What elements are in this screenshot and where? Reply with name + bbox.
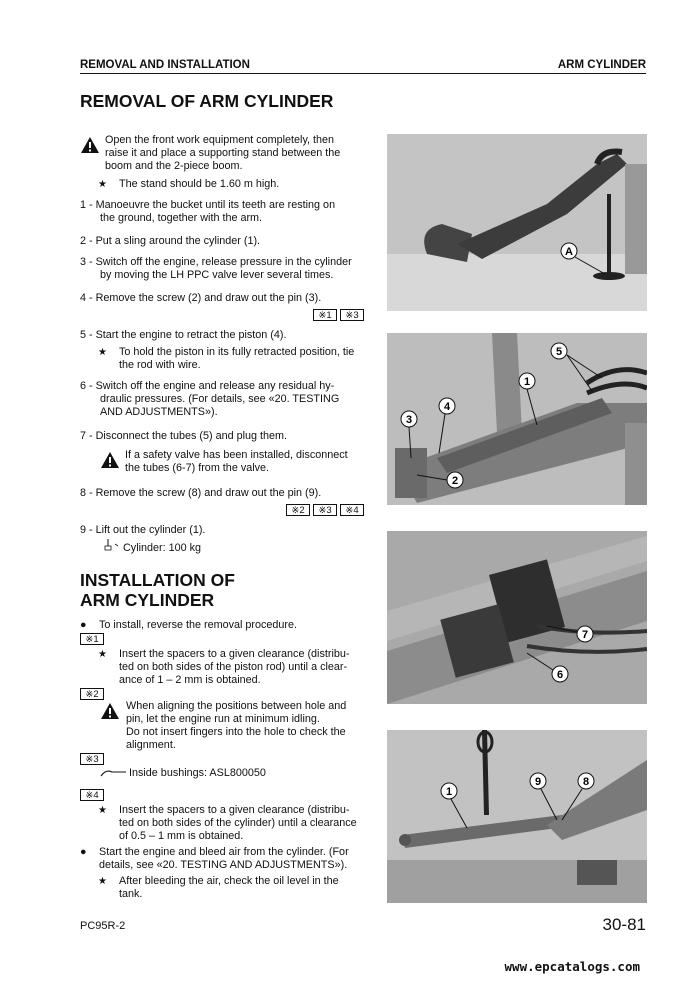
header-chapter-title: ARM CYLINDER [557, 59, 646, 71]
footer-model: PC95R-2 [80, 920, 126, 932]
step-9: 9 - Lift out the cylinder (1). [80, 524, 206, 536]
ref-box: ※1 [313, 309, 337, 321]
step-3: 3 - Switch off the engine, release pressure in the cylinder by moving the LH PPC valve lever several times. [80, 256, 352, 281]
ref-box: ※3 [313, 504, 337, 516]
warning-icon [80, 136, 100, 154]
ref-box-4: ※4 [80, 789, 104, 801]
callout-label: 4 [443, 401, 451, 413]
warning-icon [100, 702, 120, 720]
footer-page-number: 30-81 [602, 915, 646, 934]
installation-title: INSTALLATION OF ARM CYLINDER [80, 570, 235, 610]
install-bullet-2: Start the engine and bleed air from the cylinder. (For details, see «20. TESTING AND ADJUSTMENTS»). [99, 846, 349, 871]
star-icon: ★ [98, 649, 107, 660]
ref-box-2: ※2 [80, 688, 104, 700]
ref-1-note: Insert the spacers to a given clearance (distribu- ted on both sides of the piston rod) until a clear- ance of 1 – 2 mm is obtained. [119, 648, 350, 686]
watermark-link[interactable]: www.epcatalogs.com [504, 959, 640, 974]
ref-box: ※3 [340, 309, 364, 321]
ref-3-note: Inside bushings: ASL800050 [129, 767, 266, 779]
header-section-title: REMOVAL AND INSTALLATION [80, 59, 250, 71]
step-8: 8 - Remove the screw (8) and draw out the pin (9). [80, 487, 322, 499]
ref-box-3: ※3 [80, 753, 104, 765]
callout-label: 8 [582, 776, 590, 788]
stand-height-note: The stand should be 1.60 m high. [119, 178, 280, 190]
ref-box: ※2 [286, 504, 310, 516]
photo-safety-valve [387, 531, 647, 704]
bullet-icon: ● [80, 846, 87, 858]
callout-label: 2 [451, 475, 459, 487]
install-bullet-1: To install, reverse the removal procedure. [99, 619, 298, 631]
grease-icon [100, 768, 128, 777]
star-icon: ★ [98, 876, 107, 887]
ref-4-note: Insert the spacers to a given clearance (distribu- ted on both sides of the cylinder) until a clearance of 0.5 – 1 mm is obtained. [119, 804, 357, 842]
callout-label: A [565, 246, 573, 258]
callout-label: 9 [534, 776, 542, 788]
step-8-refs [286, 504, 364, 516]
ref-box: ※4 [340, 504, 364, 516]
weight-icon [104, 538, 120, 552]
star-icon: ★ [98, 179, 107, 190]
ref-box-1: ※1 [80, 633, 104, 645]
step-5-note: To hold the piston in its fully retracted position, tie the rod with wire. [119, 346, 355, 371]
callout-label: 5 [555, 346, 563, 358]
ref-2-warning: When aligning the positions between hole and pin, let the engine run at minimum idling. Do not insert fingers into the hole to check the alignment. [126, 700, 347, 751]
callout-label: 1 [523, 376, 531, 388]
warning-text: Open the front work equipment completely, then raise it and place a supporting stand between the boom and the 2-piece boom. [105, 134, 341, 172]
callout-label: 7 [581, 629, 589, 641]
photo-supporting-stand [387, 134, 647, 311]
step-7-warning: If a safety valve has been installed, disconnect the tubes (6-7) from the valve. [125, 449, 348, 474]
removal-title: REMOVAL OF ARM CYLINDER [80, 91, 334, 111]
step-2: 2 - Put a sling around the cylinder (1). [80, 235, 261, 247]
callout-label: 6 [556, 669, 564, 681]
step-7: 7 - Disconnect the tubes (5) and plug them. [80, 430, 288, 442]
step-4-refs [313, 309, 364, 321]
step-5: 5 - Start the engine to retract the piston (4). [80, 329, 287, 341]
header-rule [80, 73, 646, 74]
photo-arm-cylinder-sling [387, 333, 647, 505]
bullet-icon: ● [80, 619, 87, 631]
star-icon: ★ [98, 805, 107, 816]
step-4: 4 - Remove the screw (2) and draw out the pin (3). [80, 292, 322, 304]
warning-icon [100, 451, 120, 469]
cylinder-weight: Cylinder: 100 kg [123, 542, 202, 554]
bleed-air-note: After bleeding the air, check the oil level in the tank. [119, 875, 339, 900]
star-icon: ★ [98, 347, 107, 358]
step-6: 6 - Switch off the engine and release any residual hy- draulic pressures. (For details, see «20. TESTING AND ADJUSTMENTS»). [80, 380, 340, 418]
callout-label: 3 [405, 414, 413, 426]
photo-cylinder-lift [387, 730, 647, 903]
step-1: 1 - Manoeuvre the bucket until its teeth are resting on the ground, together with the arm. [80, 199, 336, 224]
callout-label: 1 [445, 786, 453, 798]
